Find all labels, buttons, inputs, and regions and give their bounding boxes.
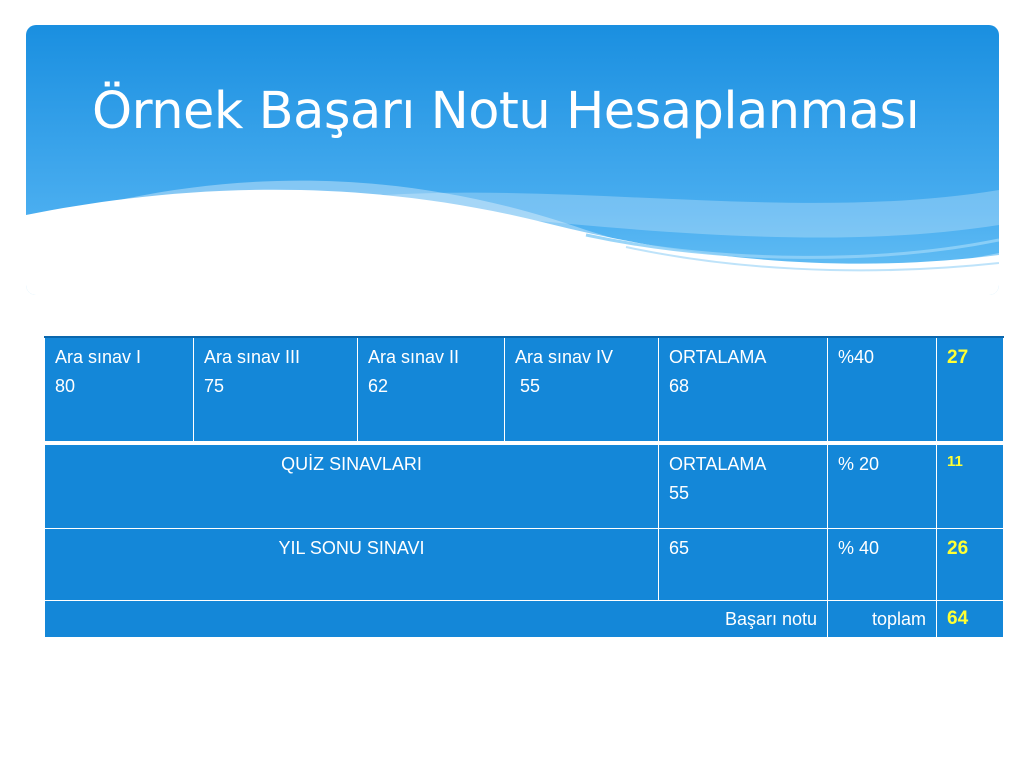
midterm-label: Ara sınav III	[204, 347, 301, 367]
success-grade-label-cell: Başarı notu	[45, 601, 828, 638]
average-label: ORTALAMA	[669, 454, 767, 474]
slide-title: Örnek Başarı Notu Hesaplanması	[92, 82, 920, 141]
midterm-row	[45, 337, 1004, 443]
midterm-cell-2	[358, 337, 505, 443]
midterm-result-cell: 27	[937, 337, 1004, 443]
grade-calculation-table	[44, 336, 1004, 638]
midterm-score: 55	[515, 375, 541, 396]
final-exam-score-cell: 65	[659, 529, 828, 601]
final-exam-row	[45, 529, 1004, 601]
average-value: 68	[669, 375, 690, 396]
midterm-weight-cell: %40	[828, 337, 937, 443]
midterm-score: 62	[368, 375, 389, 396]
quiz-result-cell: 11	[937, 443, 1004, 529]
midterm-score: 75	[204, 375, 225, 396]
average-label: ORTALAMA	[669, 347, 767, 367]
header-banner	[26, 25, 999, 295]
midterm-cell-4	[505, 337, 659, 443]
wave-background	[26, 25, 999, 295]
total-label-cell: toplam	[828, 601, 937, 638]
total-result-cell: 64	[937, 601, 1004, 638]
final-exam-label-cell: YIL SONU SINAVI	[45, 529, 659, 601]
midterm-label: Ara sınav I	[55, 347, 142, 367]
quiz-average-cell	[659, 443, 828, 529]
midterm-cell-3	[194, 337, 358, 443]
midterm-cell-1	[45, 337, 194, 443]
final-exam-result-cell: 26	[937, 529, 1004, 601]
quiz-row	[45, 443, 1004, 529]
average-value: 55	[669, 482, 690, 503]
quiz-weight-cell: % 20	[828, 443, 937, 529]
total-row	[45, 601, 1004, 638]
final-exam-weight-cell: % 40	[828, 529, 937, 601]
midterm-label: Ara sınav II	[368, 347, 460, 367]
quiz-label-cell: QUİZ SINAVLARI	[45, 443, 659, 529]
midterm-average-cell	[659, 337, 828, 443]
midterm-score: 80	[55, 375, 76, 396]
midterm-label: Ara sınav IV	[515, 347, 614, 367]
